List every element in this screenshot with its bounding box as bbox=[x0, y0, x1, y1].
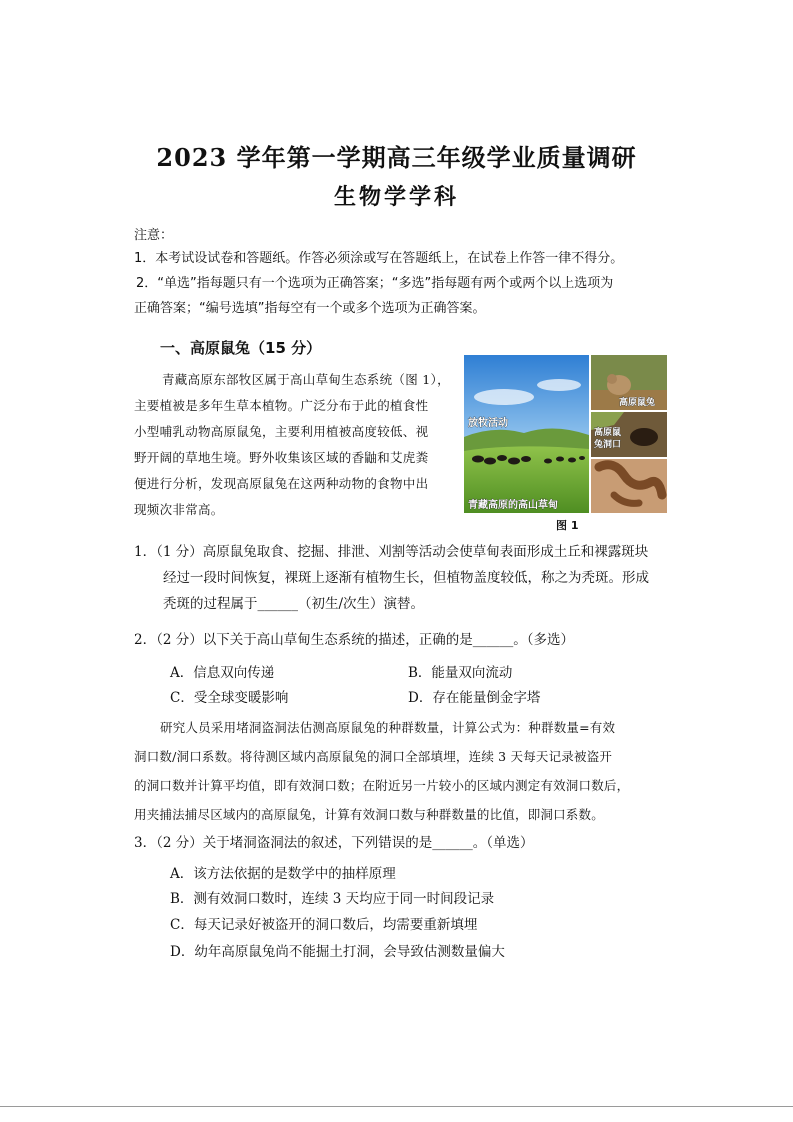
method-paragraph bbox=[134, 713, 674, 829]
question-2-option-c: C．受全球变暖影响 bbox=[170, 690, 289, 706]
method-line: 的洞口数并计算平均值，即有效洞口数；在附近另一片较小的区域内测定有效洞口数后， bbox=[134, 778, 630, 793]
meadow-label: 青藏高原的高山草甸 bbox=[468, 500, 558, 511]
notice-heading: 注意： bbox=[134, 228, 174, 243]
intro-line: 野开阔的草地生境。野外收集该区域的香鼬和艾虎粪 bbox=[134, 450, 429, 465]
meadow-illustration bbox=[464, 355, 667, 513]
question-3-option-c: C．每天记录好被盗开的洞口数后，均需要重新填埋 bbox=[170, 917, 478, 933]
question-1-line-2: 经过一段时间恢复，裸斑上逐渐有植物生长，但植物盖度较低，称之为秃斑。形成 bbox=[163, 570, 649, 586]
pika-label: 高原鼠兔 bbox=[619, 398, 656, 408]
question-1-line-3: 秃斑的过程属于______（初生/次生）演替。 bbox=[163, 596, 425, 612]
method-line: 研究人员采用堵洞盗洞法估测高原鼠兔的种群数量，计算公式为：种群数量=有效 bbox=[160, 720, 616, 735]
question-3-stem: 3．（2 分）关于堵洞盗洞法的叙述，下列错误的是______。（单选） bbox=[134, 835, 534, 851]
notice-item-1: 1．本考试设试卷和答题纸。作答必须涂或写在答题纸上，在试卷上作答一律不得分。 bbox=[134, 251, 624, 266]
intro-line: 青藏高原东部牧区属于高山草甸生态系统（图 1）， bbox=[162, 372, 450, 387]
question-2-option-a: A．信息双向传递 bbox=[170, 665, 275, 681]
notice-item-2-continued: 正确答案；“编号选填”指每空有一个或多个选项为正确答案。 bbox=[134, 301, 486, 316]
figure-1-image bbox=[464, 355, 667, 513]
grazing-label: 放牧活动 bbox=[468, 418, 508, 429]
cloud bbox=[537, 379, 581, 391]
burrow-label-1: 高原鼠 bbox=[594, 428, 622, 438]
intro-line: 现频次非常高。 bbox=[134, 502, 224, 517]
intro-line: 主要植被是多年生草本植物。广泛分布于此的植食性 bbox=[134, 398, 429, 413]
question-3-option-b: B．测有效洞口数时，连续 3 天均应于同一时间段记录 bbox=[170, 891, 495, 907]
subject-title: 生物学学科 bbox=[333, 184, 459, 210]
figure-caption: 图 1 bbox=[556, 519, 579, 532]
question-2-option-d: D．存在能量倒金字塔 bbox=[408, 690, 541, 706]
section-heading: 一、高原鼠兔（15 分） bbox=[160, 339, 322, 357]
method-line: 洞口数/洞口系数。将待测区域内高原鼠兔的洞口全部填埋，连续 3 天每天记录被盗开 bbox=[134, 749, 613, 764]
intro-paragraph bbox=[134, 367, 464, 523]
question-3-option-a: A．该方法依据的是数学中的抽样原理 bbox=[170, 866, 396, 882]
notice-item-2: 2．“单选”指每题只有一个选项为正确答案；“多选”指每题有两个或两个以上选项为 bbox=[136, 276, 614, 291]
burrow-hole bbox=[630, 428, 658, 446]
burrow-label-2: 兔洞口 bbox=[594, 440, 622, 450]
intro-line: 便进行分析，发现高原鼠兔在这两种动物的食物中出 bbox=[134, 476, 429, 491]
method-line: 用夹捕法捕尽区域内的高原鼠兔，计算有效洞口数与种群数量的比值，即洞口系数。 bbox=[134, 807, 604, 822]
intro-line: 小型哺乳动物高原鼠兔，主要利用植被高度较低、视 bbox=[134, 424, 429, 439]
cloud bbox=[474, 389, 534, 405]
question-2-stem: 2．（2 分）以下关于高山草甸生态系统的描述，正确的是______。（多选） bbox=[134, 632, 574, 648]
page-bottom-rule bbox=[0, 1106, 793, 1107]
question-2-option-b: B．能量双向流动 bbox=[408, 665, 513, 681]
question-3-option-d: D．幼年高原鼠兔尚不能掘土打洞，会导致估测数量偏大 bbox=[170, 944, 505, 960]
question-1-line-1: 1．（1 分）高原鼠兔取食、挖掘、排泄、刈割等活动会使草甸表面形成土丘和裸露斑块 bbox=[134, 544, 649, 560]
exam-title: 2023 学年第一学期高三年级学业质量调研 bbox=[156, 143, 637, 172]
